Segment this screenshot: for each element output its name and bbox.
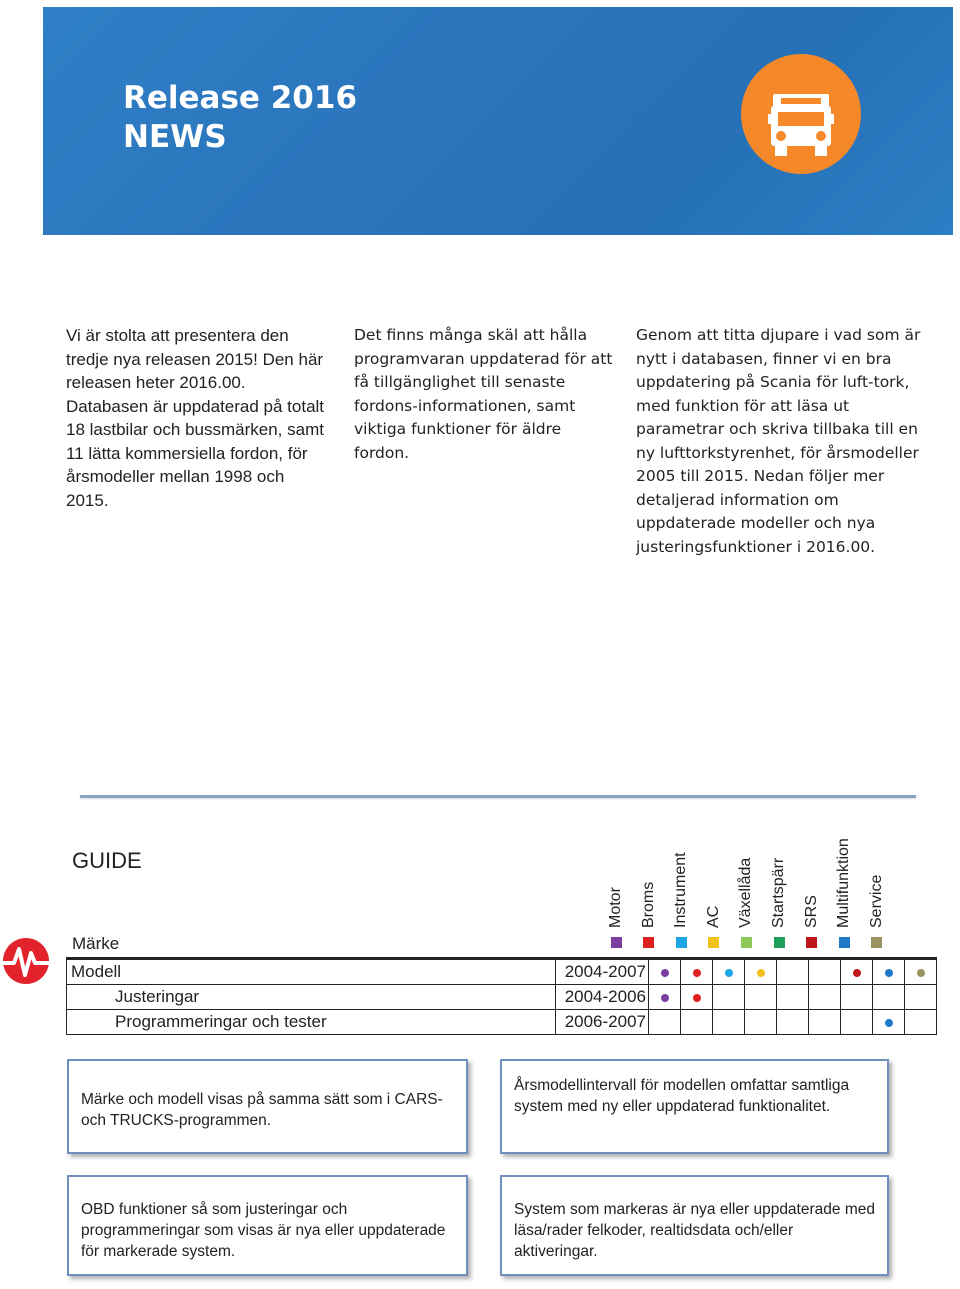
intro-column-3: Genom att titta djupare i vad som är nytt i databasen, finner vi en bra uppdatering på Scania för luft-tork, med funktion för att läsa ut parametrar och skriva tillbaka till en ny lufttorkstyrenhet, för årsmodeller 2005 till 2015. Nedan följer mer detaljerad information om uppdaterade modeller och nya justeringsfunktioner i 2016.00.	[636, 326, 921, 556]
system-color-square	[871, 937, 882, 948]
brand-label: Märke	[72, 934, 120, 953]
guide-title: GUIDE	[72, 848, 142, 873]
system-color-square	[611, 937, 622, 948]
system-cell	[873, 959, 905, 985]
row-name	[67, 985, 556, 1010]
system-cell	[841, 959, 873, 985]
system-dot	[661, 994, 669, 1002]
system-cell	[649, 1010, 681, 1035]
system-cell	[841, 1010, 873, 1035]
system-label: AC	[704, 905, 722, 928]
system-cell	[681, 959, 713, 985]
row-name	[67, 959, 556, 985]
system-label: Instrument	[672, 852, 690, 928]
table-row	[67, 1010, 937, 1035]
system-cell	[745, 1010, 777, 1035]
system-cell	[777, 1010, 809, 1035]
system-color-square	[839, 937, 850, 948]
system-cell	[649, 985, 681, 1010]
system-dot	[693, 994, 701, 1002]
row-years: 2006-2007	[556, 1010, 649, 1035]
system-label: Multifunktion	[835, 838, 853, 928]
heartbeat-logo-icon	[0, 937, 52, 985]
note-marked-systems: System som markeras är nya eller uppdaterade med läsa/rader felkoder, realtidsdata och/eller aktiveringar.	[500, 1175, 889, 1276]
banner-title-line2: NEWS	[123, 119, 227, 155]
system-cell	[713, 1010, 745, 1035]
intro-column-2: Det finns många skäl att hålla programvaran uppdaterad för att få tillgänglighet till senaste fordons-informationen, samt viktiga funktioner för äldre fordon.	[354, 326, 613, 462]
system-cell	[713, 959, 745, 985]
row-name	[67, 1010, 556, 1035]
system-color-square	[774, 937, 785, 948]
header-banner	[43, 7, 953, 235]
system-label: SRS	[802, 895, 820, 928]
system-color-square	[643, 937, 654, 948]
system-cell	[905, 959, 937, 985]
system-cell	[905, 1010, 937, 1035]
system-cell	[681, 985, 713, 1010]
row-years: 2004-2006	[556, 985, 649, 1010]
section-divider	[80, 795, 916, 798]
table-row	[67, 985, 937, 1010]
system-cell	[809, 985, 841, 1010]
system-color-square	[708, 937, 719, 948]
row-years: 2004-2007	[556, 959, 649, 985]
system-cell	[777, 959, 809, 985]
note-year-range: Årsmodellintervall för modellen omfattar samtliga system med ny eller uppdaterad funktionalitet.	[500, 1059, 889, 1154]
system-color-square	[676, 937, 687, 948]
system-cell	[873, 1010, 905, 1035]
row-name-text: Programmeringar och tester	[115, 1012, 327, 1031]
system-label: Växellåda	[737, 857, 755, 928]
system-dot	[757, 969, 765, 977]
banner-title-line1: Release 2016	[123, 80, 358, 116]
row-name-text: Justeringar	[115, 987, 200, 1006]
banner-title	[123, 79, 357, 157]
system-label: Service	[867, 874, 885, 928]
truck-badge	[741, 54, 861, 174]
system-dot	[693, 969, 701, 977]
table-row	[67, 959, 937, 985]
system-dot	[885, 969, 893, 977]
system-cell	[841, 985, 873, 1010]
row-name-text: Modell	[71, 962, 122, 981]
system-dot	[917, 969, 925, 977]
system-label: Motor	[607, 887, 624, 928]
system-dot	[725, 969, 733, 977]
system-cell	[809, 959, 841, 985]
note-brand-model: Märke och modell visas på samma sätt som i CARS- och TRUCKS-programmen.	[67, 1059, 468, 1154]
system-color-square	[741, 937, 752, 948]
system-cell	[745, 959, 777, 985]
intro-column-1: Vi är stolta att presentera den tredje nya releasen 2015! Den här releasen heter 2016.00. Databasen är uppdaterad på totalt 18 lastbilar och bussmärken, samt 11 lätta kommersiella fordon, för årsmodeller mellan 1998 och 2015.	[66, 326, 325, 510]
system-cell	[873, 985, 905, 1010]
system-cell	[809, 1010, 841, 1035]
system-dot	[885, 1019, 893, 1027]
truck-icon	[741, 54, 861, 174]
system-dot	[853, 969, 861, 977]
system-cell	[745, 985, 777, 1010]
system-cell	[905, 985, 937, 1010]
guide-table	[66, 957, 937, 1035]
system-color-square	[806, 937, 817, 948]
system-cell	[681, 1010, 713, 1035]
note-obd-functions: OBD funktioner så som justeringar och programmeringar som visas är nya eller uppdaterade för markerade system.	[67, 1175, 468, 1276]
system-cell	[649, 959, 681, 985]
system-cell	[713, 985, 745, 1010]
system-label: Broms	[639, 881, 657, 928]
system-cell	[777, 985, 809, 1010]
system-label: Startspärr	[770, 857, 787, 928]
system-dot	[661, 969, 669, 977]
